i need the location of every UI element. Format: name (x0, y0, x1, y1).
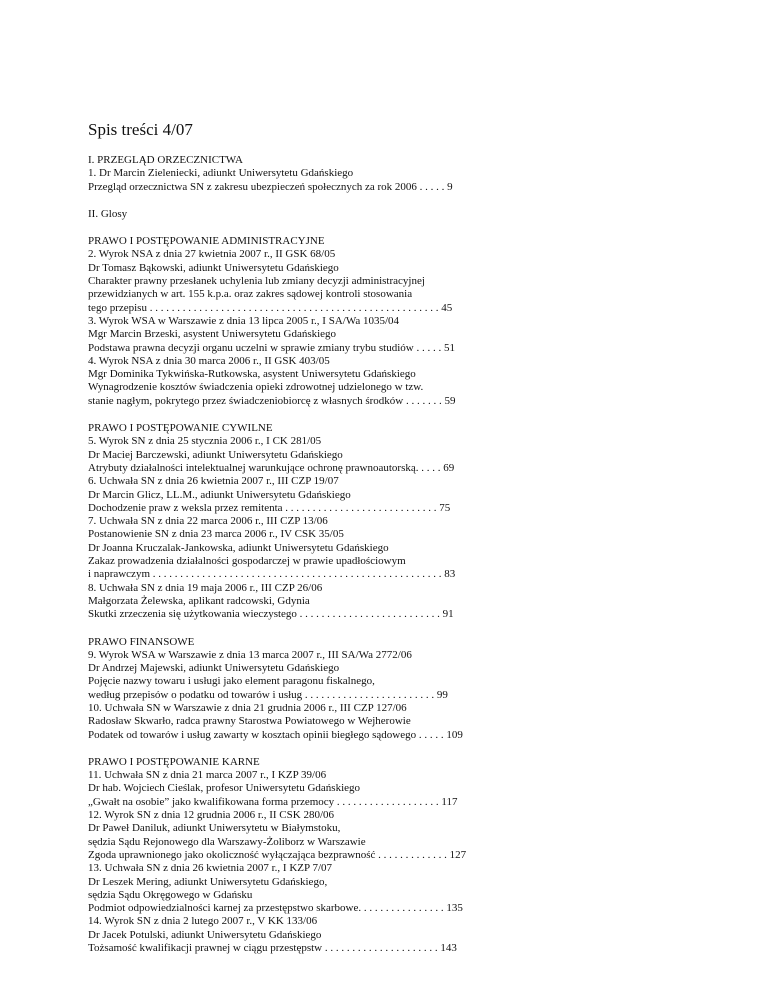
toc-line: Przegląd orzecznictwa SN z zakresu ubezpieczeń społecznych za rok 2006 . . . . . 9 (88, 180, 453, 193)
toc-line: Postanowienie SN z dnia 23 marca 2006 r., IV CSK 35/05 (88, 528, 344, 541)
toc-line: Dr Joanna Kruczalak-Jankowska, adiunkt Uniwersytetu Gdańskiego (88, 541, 389, 554)
toc-line: Wynagrodzenie kosztów świadczenia opieki zdrowotnej udzielonego w tzw. (88, 381, 424, 394)
toc-line: Mgr Marcin Brzeski, asystent Uniwersytetu Gdańskiego (88, 328, 337, 341)
toc-section (88, 636, 688, 742)
toc-line: PRAWO I POSTĘPOWANIE CYWILNE (88, 422, 273, 435)
toc-line: I. PRZEGLĄD ORZECZNICTWA (88, 154, 243, 166)
toc-line: sędzia Sądu Rejonowego dla Warszawy-Żoliborz w Warszawie (88, 835, 366, 848)
toc-line: Pojęcie nazwy towaru i usługi jako element paragonu fiskalnego, (88, 675, 375, 688)
toc-line: 5. Wyrok SN z dnia 25 stycznia 2006 r., I CK 281/05 (88, 435, 322, 448)
toc-line: 2. Wyrok NSA z dnia 27 kwietnia 2007 r., II GSK 68/05 (88, 248, 336, 261)
toc-line: Dr Maciej Barczewski, adiunkt Uniwersytetu Gdańskiego (88, 448, 343, 461)
toc-line: Dochodzenie praw z weksla przez remitenta . . . . . . . . . . . . . . . . . . . . . . . . . . . . 75 (88, 501, 451, 514)
toc-line: Dr Tomasz Bąkowski, adiunkt Uniwersytetu Gdańskiego (88, 261, 339, 274)
toc-line: 10. Uchwała SN w Warszawie z dnia 21 grudnia 2006 r., III CZP 127/06 (88, 701, 407, 714)
toc-line: Dr Leszek Mering, adiunkt Uniwersytetu Gdańskiego, (88, 875, 328, 888)
toc-line: według przepisów o podatku od towarów i usług . . . . . . . . . . . . . . . . . . . . . . . . 99 (88, 688, 448, 701)
toc-line: tego przepisu . . . . . . . . . . . . . . . . . . . . . . . . . . . . . . . . . . . . . . . . . . . . . . . . . . . . . 45 (88, 301, 453, 314)
toc-line: Małgorzata Żelewska, aplikant radcowski, Gdynia (88, 594, 310, 607)
document-page (88, 120, 688, 969)
toc-line: Dr Jacek Potulski, adiunkt Uniwersytetu Gdańskiego (88, 928, 322, 941)
toc-line: 11. Uchwała SN z dnia 21 marca 2007 r., I KZP 39/06 (88, 769, 327, 782)
toc-line: Dr Paweł Daniluk, adiunkt Uniwersytetu w Białymstoku, (88, 822, 341, 835)
toc-line: PRAWO I POSTĘPOWANIE ADMINISTRACYJNE (88, 235, 325, 248)
toc-line: Atrybuty działalności intelektualnej warunkujące ochronę prawnoautorską. . . . . 69 (88, 461, 455, 474)
table-of-contents (88, 154, 688, 955)
toc-section (88, 208, 688, 221)
toc-line: Zakaz prowadzenia działalności gospodarczej w prawie upadłościowym (88, 555, 406, 568)
toc-line: Tożsamość kwalifikacji prawnej w ciągu przestępstw . . . . . . . . . . . . . . . . . . . . . 143 (88, 942, 457, 955)
toc-line: 1. Dr Marcin Zieleniecki, adiunkt Uniwersytetu Gdańskiego (88, 167, 354, 180)
toc-line: Dr Andrzej Majewski, adiunkt Uniwersytetu Gdańskiego (88, 662, 340, 675)
toc-section (88, 756, 688, 955)
toc-line: Zgoda uprawnionego jako okoliczność wyłączająca bezprawność . . . . . . . . . . . . . 127 (88, 848, 467, 861)
toc-line: Dr hab. Wojciech Cieślak, profesor Uniwersytetu Gdańskiego (88, 782, 361, 795)
toc-line: Podstawa prawna decyzji organu uczelni w sprawie zmiany trybu studiów . . . . . 51 (88, 341, 455, 354)
toc-line: Skutki zrzeczenia się użytkowania wieczystego . . . . . . . . . . . . . . . . . . . . . . . . . . 91 (88, 608, 454, 621)
toc-section (88, 235, 688, 408)
toc-line: stanie nagłym, pokrytego przez świadczeniobiorcę z własnych środków . . . . . . . 59 (88, 394, 456, 407)
toc-line: PRAWO I POSTĘPOWANIE KARNE (88, 755, 260, 768)
toc-section (88, 422, 688, 621)
toc-line: przewidzianych w art. 155 k.p.a. oraz zakres sądowej kontroli stosowania (88, 288, 413, 301)
toc-line: Podatek od towarów i usług zawarty w kosztach opinii biegłego sądowego . . . . . 109 (88, 728, 463, 741)
toc-line: Podmiot odpowiedzialności karnej za przestępstwo skarbowe. . . . . . . . . . . . . . . . 135 (88, 902, 463, 915)
toc-line: Charakter prawny przesłanek uchylenia lub zmiany decyzji administracyjnej (88, 275, 425, 288)
toc-line: 6. Uchwała SN z dnia 26 kwietnia 2007 r., III CZP 19/07 (88, 475, 339, 488)
toc-line: 13. Uchwała SN z dnia 26 kwietnia 2007 r., I KZP 7/07 (88, 862, 332, 875)
toc-line: „Gwałt na osobie” jako kwalifikowana forma przemocy . . . . . . . . . . . . . . . . . . . 117 (88, 795, 458, 808)
toc-section (88, 154, 688, 194)
toc-line: 8. Uchwała SN z dnia 19 maja 2006 r., III CZP 26/06 (88, 581, 323, 594)
toc-line: Radosław Skwarło, radca prawny Starostwa Powiatowego w Wejherowie (88, 715, 411, 728)
toc-line: II. Glosy (88, 207, 128, 220)
toc-line: 4. Wyrok NSA z dnia 30 marca 2006 r., II GSK 403/05 (88, 354, 330, 367)
toc-line: 7. Uchwała SN z dnia 22 marca 2006 r., III CZP 13/06 (88, 515, 328, 528)
toc-line: 9. Wyrok WSA w Warszawie z dnia 13 marca 2007 r., III SA/Wa 2772/06 (88, 648, 412, 661)
toc-line: PRAWO FINANSOWE (88, 635, 195, 648)
toc-line: i naprawczym . . . . . . . . . . . . . . . . . . . . . . . . . . . . . . . . . . . . . . . . . . . . . . . . . . . . . 83 (88, 568, 456, 581)
toc-line: Mgr Dominika Tykwińska-Rutkowska, asystent Uniwersytetu Gdańskiego (88, 368, 416, 381)
document-title: Spis treści 4/07 (88, 120, 193, 139)
toc-line: sędzia Sądu Okręgowego w Gdańsku (88, 888, 253, 901)
toc-line: 3. Wyrok WSA w Warszawie z dnia 13 lipca 2005 r., I SA/Wa 1035/04 (88, 314, 400, 327)
toc-line: 12. Wyrok SN z dnia 12 grudnia 2006 r., II CSK 280/06 (88, 809, 335, 822)
toc-line: Dr Marcin Glicz, LL.M., adiunkt Uniwersytetu Gdańskiego (88, 488, 351, 501)
toc-line: 14. Wyrok SN z dnia 2 lutego 2007 r., V KK 133/06 (88, 915, 318, 928)
